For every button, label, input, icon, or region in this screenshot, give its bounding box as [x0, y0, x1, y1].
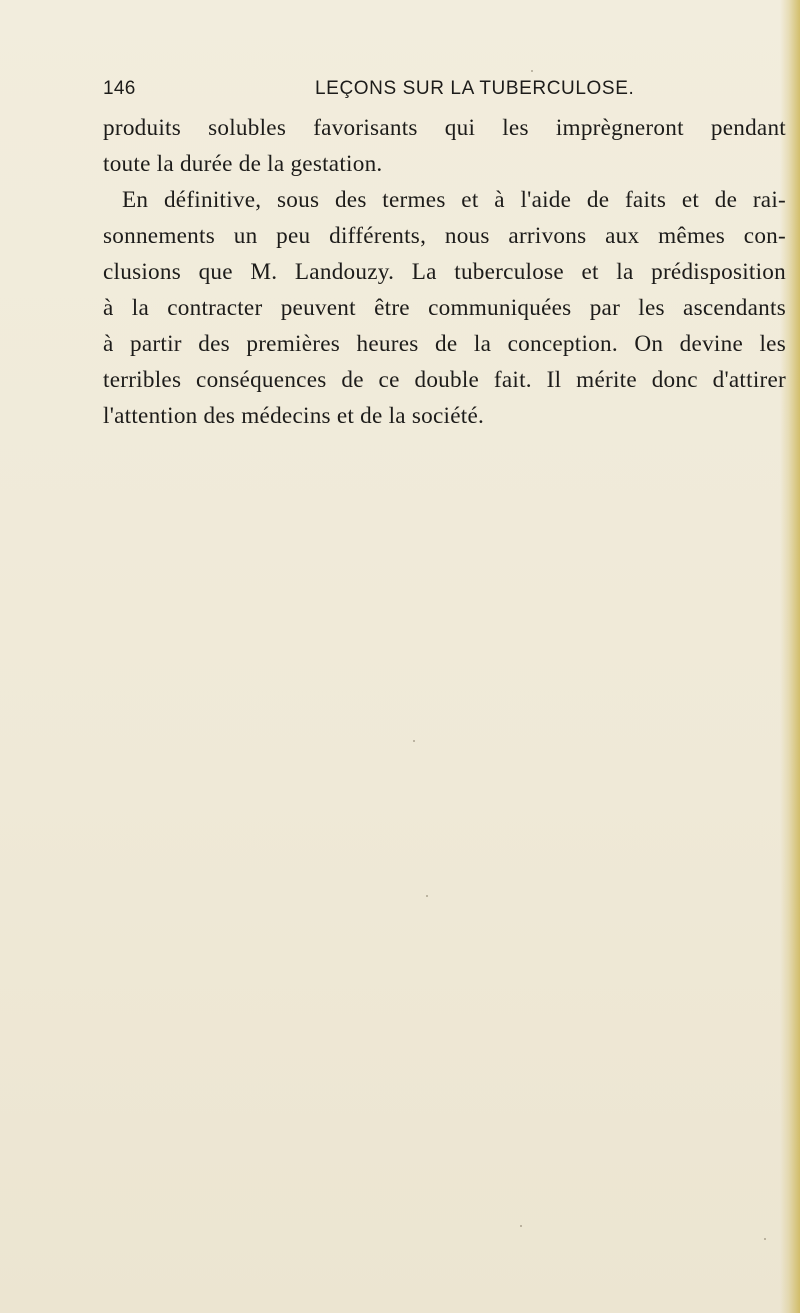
- text-line: l'attention des médecins et de la société.: [103, 403, 485, 429]
- body-text: [103, 110, 786, 434]
- running-title: LEÇONS SUR LA TUBERCULOSE.: [315, 78, 635, 99]
- paper-speck: [520, 1225, 522, 1227]
- text-line: toute la durée de la gestation.: [103, 151, 383, 177]
- text-line: sonnements un peu différents, nous arrivons aux mêmes con-: [103, 223, 786, 249]
- text-line: clusions que M. Landouzy. La tuberculose et la prédisposition: [103, 259, 786, 285]
- paper-speck: [426, 895, 428, 897]
- text-line: produits solubles favorisants qui les imprègneront pendant: [103, 115, 786, 141]
- text-line: à la contracter peuvent être communiquées par les ascendants: [103, 295, 786, 321]
- running-head: [103, 78, 783, 108]
- paper-speck: [464, 375, 466, 377]
- paper-speck: [764, 1238, 766, 1240]
- text-line: à partir des premières heures de la conception. On devine les: [103, 331, 786, 357]
- text-line: terribles conséquences de ce double fait. Il mérite donc d'attirer: [103, 367, 786, 393]
- paragraph-first-line: En définitive, sous des termes et à l'aide de faits et de rai-: [122, 187, 786, 213]
- paper-speck: [413, 740, 415, 742]
- page-number: 146: [103, 78, 136, 99]
- paper-speck: [531, 70, 533, 72]
